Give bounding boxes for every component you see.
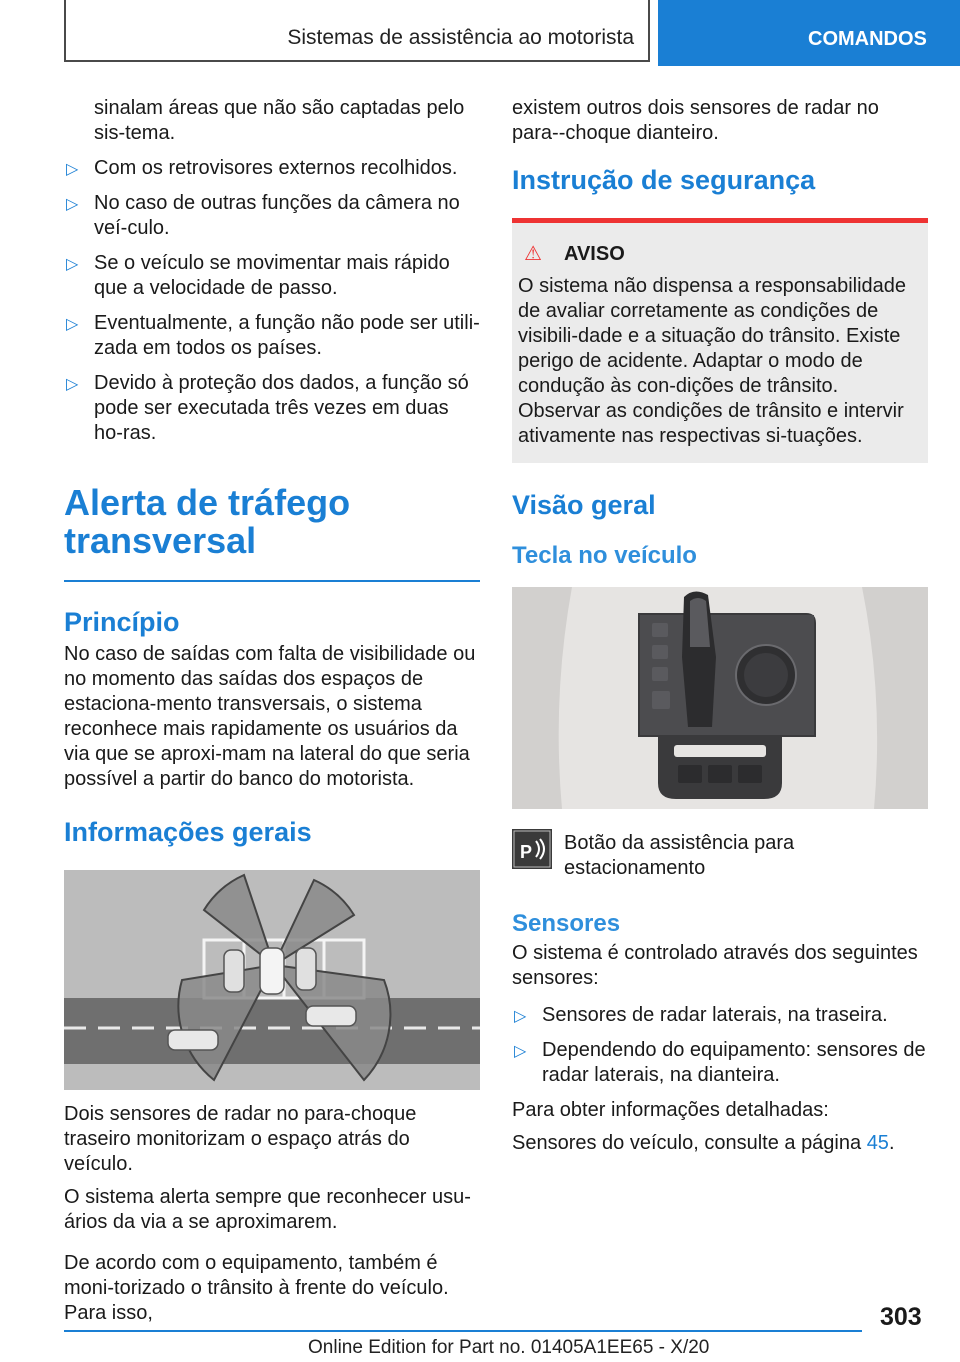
list-item: ▷ Sensores de radar laterais, na traseira.	[512, 1003, 928, 1028]
warning-triangle-icon: ⚠	[524, 243, 542, 265]
overview-heading: Visão geral	[512, 490, 656, 520]
sensor-list	[512, 1003, 928, 1088]
center-console-photo	[512, 587, 928, 809]
cross-traffic-illustration	[64, 870, 480, 1090]
principle-text: No caso de saídas com falta de visibilidade ou no momento das saídas dos espaços de estaciona-mento transversais, o sistema reconhece mais rapidamente os usuários da via que se aproxi-mam na lateral do que seria possível a partir do banco do motorista.	[64, 643, 476, 790]
general-para-3: De acordo com o equipamento, também é moni-torizado o trânsito à frente do veículo. Para isso,	[64, 1252, 449, 1324]
triangle-right-icon: ▷	[66, 376, 79, 393]
triangle-right-icon: ▷	[66, 256, 79, 273]
general-info-heading: Informações gerais	[64, 817, 312, 847]
right-column	[512, 96, 928, 1156]
header-title: Sistemas de assistência ao motorista	[287, 26, 634, 49]
warning-header	[518, 241, 922, 266]
header-title-box	[64, 0, 650, 62]
park-assist-caption-row	[512, 829, 928, 881]
svg-text:P: P	[520, 842, 533, 862]
list-item: ▷ Eventualmente, a função não pode ser utili-zada em todos os países.	[66, 312, 480, 359]
intro-continuation: sinalam áreas que não são captadas pelo sis-tema.	[94, 97, 465, 144]
page-header	[0, 0, 960, 66]
details-label: Para obter informações detalhadas:	[512, 1099, 829, 1121]
park-assist-caption: Botão da assistência para estacionamento	[564, 832, 795, 879]
sensors-heading: Sensores	[512, 910, 621, 937]
warning-text: O sistema não dispensa a responsabilidade de avaliar corretamente as condições de visibili-dade e a situação do trânsito. Existe perigo de acidente. Adaptar o modo de condução às con-dições de trânsito. Observar as condições de trânsito e intervir ativamente nas respectivas si-tuações.	[518, 275, 907, 447]
park-assist-icon[interactable]	[512, 829, 552, 869]
list-item: ▷ Devido à proteção dos dados, a função só pode ser executada três vezes em duas ho-ras.	[66, 372, 469, 444]
page-reference-link[interactable]: 45	[866, 1132, 889, 1154]
button-heading: Tecla no veículo	[512, 542, 697, 569]
page-reference: Sensores do veículo, consulte a página 45.	[512, 1132, 895, 1154]
page-number: 303	[880, 1303, 922, 1331]
list-item: ▷ Dependendo do equipamento: sensores de radar laterais, na dianteira.	[514, 1039, 926, 1086]
warning-box	[512, 218, 928, 463]
list-item: ▷ Com os retrovisores externos recolhidos.	[64, 156, 480, 181]
continuation-text: existem outros dois sensores de radar no para--choque dianteiro.	[512, 97, 879, 144]
general-para-2: O sistema alerta sempre que reconhecer usu-ários da via a se aproximarem.	[64, 1186, 471, 1233]
safety-heading: Instrução de segurança	[512, 165, 816, 195]
chapter-rule	[64, 580, 480, 582]
chapter-title: Alerta de tráfego transversal	[64, 482, 351, 561]
footer-edition: Online Edition for Part no. 01405A1EE65 - X/20	[308, 1337, 710, 1358]
triangle-right-icon: ▷	[514, 1043, 527, 1060]
sensors-intro: O sistema é controlado através dos seguintes sensores:	[512, 942, 918, 989]
triangle-right-icon: ▷	[66, 196, 79, 213]
bullet-list	[64, 156, 480, 446]
principle-heading: Princípio	[64, 607, 180, 637]
triangle-right-icon: ▷	[66, 316, 79, 333]
general-para-1: Dois sensores de radar no para-choque traseiro monitorizam o espaço atrás do veículo.	[64, 1103, 417, 1175]
triangle-right-icon: ▷	[66, 161, 79, 178]
list-item: ▷ Se o veículo se movimentar mais rápido que a velocidade de passo.	[66, 252, 450, 299]
left-column	[64, 96, 480, 1326]
header-section-tab[interactable]	[658, 0, 960, 66]
footer-rule	[64, 1330, 862, 1332]
triangle-right-icon: ▷	[514, 1008, 527, 1025]
header-section-label: COMANDOS	[808, 28, 927, 50]
list-item: ▷ No caso de outras funções da câmera no veí-culo.	[66, 192, 460, 239]
warning-label: AVISO	[564, 243, 625, 265]
